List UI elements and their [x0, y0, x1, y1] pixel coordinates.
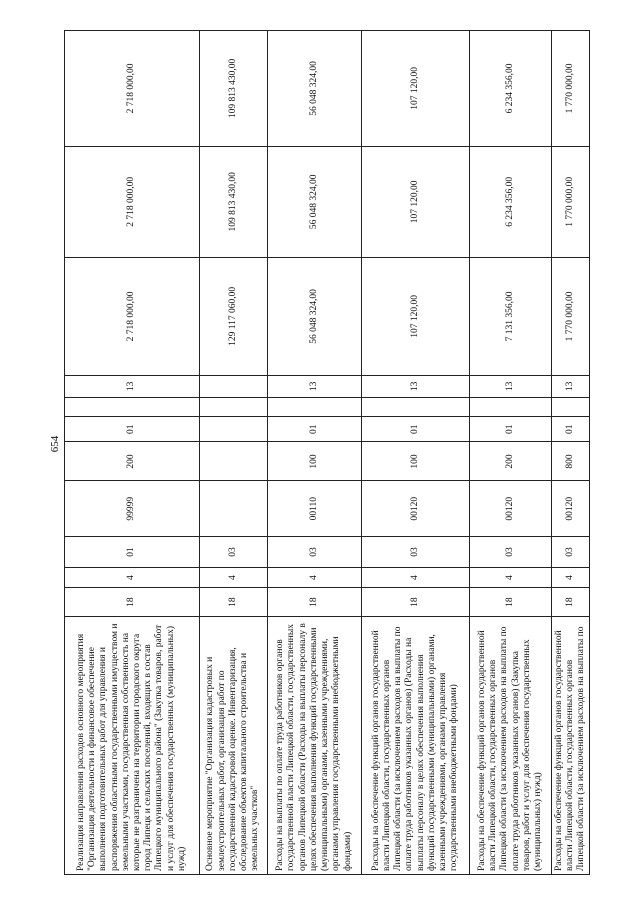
row-amount-3: 107 120,00: [362, 31, 470, 147]
row-amount-2: 2 718 000,00: [65, 146, 200, 257]
table-row: [268, 31, 362, 875]
row-empty-cell: [552, 398, 590, 417]
row-code-1: 18: [552, 588, 590, 617]
budget-table: [64, 30, 590, 875]
row-code-2: 4: [268, 568, 362, 588]
row-code-6: 01: [362, 416, 470, 442]
row-code-4: 00120: [552, 481, 590, 537]
row-empty-cell: [200, 398, 268, 417]
row-amount-1: 2 718 000,00: [65, 257, 200, 375]
row-amount-2: 6 234 356,00: [470, 146, 552, 257]
row-code-4: 00120: [470, 481, 552, 537]
row-code-5: 100: [268, 442, 362, 481]
rotated-table-wrapper: [64, 30, 589, 875]
row-amount-3: 56 048 324,00: [268, 31, 362, 147]
row-code-6: 01: [268, 416, 362, 442]
row-code-7: [200, 375, 268, 397]
row-description: Основное мероприятие "Организация кадастровых и землеустроительных работ, организация работ по государственной кадастровой оценке. Инвентаризация, обследование объектов капитального строительства и земельных участков": [200, 617, 268, 875]
row-code-5: 800: [552, 442, 590, 481]
row-amount-1: 56 048 324,00: [268, 257, 362, 375]
row-amount-3: 6 234 356,00: [470, 31, 552, 147]
row-amount-2: 56 048 324,00: [268, 146, 362, 257]
row-code-1: 18: [65, 588, 200, 617]
row-empty-cell: [470, 398, 552, 417]
row-description: Реализация направления расходов основного мероприятия "Организация деятельности и финансовое обеспечение выполнения подготовительных работ для управления и распоряжения областными государственными имуществом и земельными участками, государственная собственность на которые не разграничена на территории городского округа город Липецк и сельских поселений, входящих в состав Липецкого муниципального района" (Закупка товаров, работ и услуг для обеспечения государственных (муниципальных) нужд): [65, 617, 200, 875]
row-empty-cell: [362, 398, 470, 417]
row-code-5: 200: [65, 442, 200, 481]
row-description: Расходы на обеспечение функций органов государственной власти Липецкой области, государственных органов Липецкой области (за исключением расходов на выплаты по оплате труда работников указанных органов) (Закупка товаров, работ и услуг для обеспечения государственных (муниципальных) нужд): [470, 617, 552, 875]
row-code-6: 01: [552, 416, 590, 442]
row-amount-2: 1 770 000,00: [552, 146, 590, 257]
row-code-3: 01: [65, 536, 200, 567]
row-description: Расходы на обеспечение функций органов государственной власти Липецкой области, государственных органов Липецкой области (за исключением расходов на выплаты по оплате труда работников указанных органов) (Расходы на выплаты персоналу в целях обеспечения выполнения функций государственными (муниципальными) органами, казенными учреждениями, органами управления государственными внебюджетными фондами): [362, 617, 470, 875]
row-amount-2: 109 813 430,00: [200, 146, 268, 257]
table-row: [552, 31, 590, 875]
row-code-4: [200, 481, 268, 537]
row-code-7: 13: [362, 375, 470, 397]
row-amount-3: 2 718 000,00: [65, 31, 200, 147]
row-code-3: 03: [552, 536, 590, 567]
row-code-3: 03: [268, 536, 362, 567]
row-code-4: 00110: [268, 481, 362, 537]
table-row: [65, 31, 200, 875]
row-code-6: 01: [65, 416, 200, 442]
row-amount-1: 7 131 356,00: [470, 257, 552, 375]
row-code-4: 00120: [362, 481, 470, 537]
row-code-2: 4: [200, 568, 268, 588]
row-amount-1: 1 770 000,00: [552, 257, 590, 375]
row-code-4: 99999: [65, 481, 200, 537]
row-code-1: 18: [362, 588, 470, 617]
row-code-6: 01: [470, 416, 552, 442]
page-number: 654: [49, 435, 61, 453]
row-code-2: 4: [552, 568, 590, 588]
row-description: Расходы на выплаты по оплате труда работников органов государственной власти Липецкой области, государственных органов Липецкой области (Расходы на выплаты персоналу в целях обеспечения выполнения функций государственными (муниципальными) органами, казенными учреждениями, органами управления государственными внебюджетными фондами): [268, 617, 362, 875]
row-code-5: [200, 442, 268, 481]
row-code-2: 4: [362, 568, 470, 588]
row-code-1: 18: [268, 588, 362, 617]
row-amount-2: 107 120,00: [362, 146, 470, 257]
row-code-6: [200, 416, 268, 442]
row-code-2: 4: [65, 568, 200, 588]
row-empty-cell: [268, 398, 362, 417]
row-code-5: 200: [470, 442, 552, 481]
row-code-3: 03: [200, 536, 268, 567]
row-code-3: 03: [362, 536, 470, 567]
table-row: [470, 31, 552, 875]
row-description: Расходы на обеспечение функций органов государственной власти Липецкой области, государственных органов Липецкой области (за исключением расходов на выплаты по: [552, 617, 590, 875]
row-amount-3: 1 770 000,00: [552, 31, 590, 147]
table-row: [362, 31, 470, 875]
row-code-3: 03: [470, 536, 552, 567]
row-code-1: 18: [470, 588, 552, 617]
table-row: [200, 31, 268, 875]
row-code-1: 18: [200, 588, 268, 617]
row-code-7: 13: [470, 375, 552, 397]
row-code-5: 100: [362, 442, 470, 481]
row-code-2: 4: [470, 568, 552, 588]
row-code-7: 13: [552, 375, 590, 397]
row-code-7: 13: [65, 375, 200, 397]
row-empty-cell: [65, 398, 200, 417]
row-amount-1: 107 120,00: [362, 257, 470, 375]
row-amount-1: 129 117 060,00: [200, 257, 268, 375]
row-code-7: 13: [268, 375, 362, 397]
row-amount-3: 109 813 430,00: [200, 31, 268, 147]
